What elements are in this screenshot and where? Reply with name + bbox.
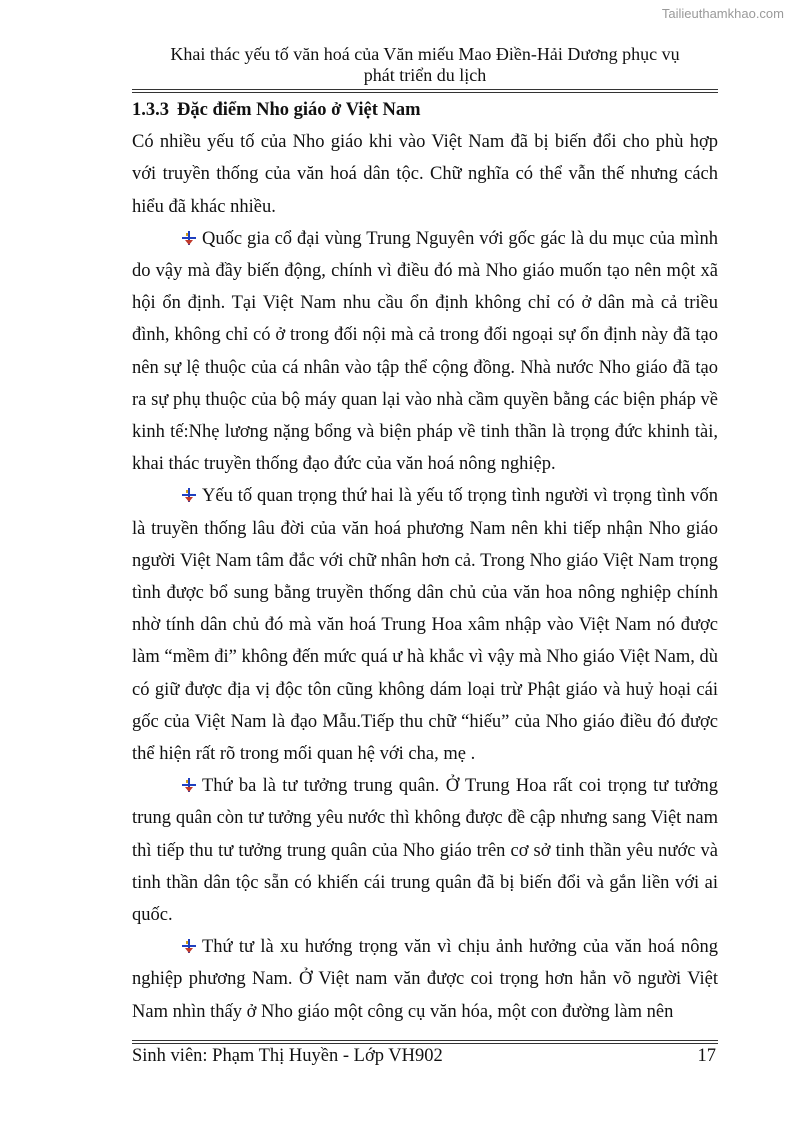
arrow-bullet-icon xyxy=(182,778,196,792)
section-title: Đặc điểm Nho giáo ở Việt Nam xyxy=(177,100,421,120)
section-number: 1.3.3 xyxy=(132,100,169,120)
page-header xyxy=(132,44,718,86)
footer-student: Sinh viên: Phạm Thị Huyền - Lớp VH902 xyxy=(132,1046,443,1066)
arrow-bullet-icon xyxy=(182,939,196,953)
main-content xyxy=(132,94,718,1028)
paragraph-2 xyxy=(132,480,718,770)
paragraph-2-text: Yếu tố quan trọng thứ hai là yếu tố trọng tình người vì trọng tình vốn là truyền thống lâu đời của văn hoá phương Nam nên khi tiếp nhận Nho giáo người Việt Nam tâm đắc với chữ nhân hơn cả. Trong Nho giáo Việt Nam trọng tình được bổ sung bằng truyền thống dân chủ của văn hoa nông nghiệp chính nhờ tính dân chủ đó mà văn hoá Trung Hoa xâm nhập vào Việt Nam nó được làm “mềm đi” không đến mức quá ư hà khắc vì vậy mà Nho giáo Việt Nam, dù có giữ được địa vị độc tôn cũng không dám loại trừ Phật giáo và huỷ hoại cái gốc của Việt Nam là đạo Mẫu.Tiếp thu chữ “hiếu” của Nho giáo điều đó được thể hiện rất rõ trong mối quan hệ với cha, mẹ . xyxy=(132,486,718,765)
header-line-1: Khai thác yếu tố văn hoá của Văn miếu Mao Điền-Hải Dương phục vụ xyxy=(170,44,680,64)
paragraph-3-text: Thứ ba là tư tưởng trung quân. Ở Trung Hoa rất coi trọng tư tưởng trung quân còn tư tưởng yêu nước thì không được đề cập nhưng sang Việt nam thì tiếp thu tư tưởng trung quân của Nho giáo trên cơ sở tinh thần yêu nước và tinh thần dân tộc sẵn có khiến cái trung quân đã bị biến đổi và gắn liền với ai quốc. xyxy=(132,776,718,926)
header-line-2: phát triển du lịch xyxy=(363,65,487,85)
watermark: Tailieuthamkhao.com xyxy=(661,6,784,21)
paragraph-3 xyxy=(132,770,718,931)
paragraph-1 xyxy=(132,223,718,481)
page-footer xyxy=(132,1044,718,1068)
intro-paragraph: Có nhiều yếu tố của Nho giáo khi vào Việt Nam đã bị biến đổi cho phù hợp với truyền thống của văn hoá dân tộc. Chữ nghĩa có thể vẫn thế nhưng cách hiểu đã khác nhiều. xyxy=(132,132,718,217)
paragraph-4-text: Thứ tư là xu hướng trọng văn vì chịu ảnh hưởng của văn hoá nông nghiệp phương Nam. Ở Việt nam văn được coi trọng hơn hẳn võ người Việt Nam nhìn thấy ở Nho giáo một công cụ văn hóa, một con đường làm nên xyxy=(132,937,718,1022)
arrow-bullet-icon xyxy=(182,488,196,502)
page-number: 17 xyxy=(697,1046,716,1066)
arrow-bullet-icon xyxy=(182,231,196,245)
paragraph-1-text: Quốc gia cổ đại vùng Trung Nguyên với gốc gác là du mục của mình do vậy mà đầy biến động, chính vì điều đó mà Nho giáo muốn tạo nên một xã hội ổn định. Tại Việt Nam nhu cầu ổn định không chỉ có ở dân mà cả triều đình, không chỉ có ở trong đối nội mà cả trong đối ngoại sự ổn định này đã tạo nên sự lệ thuộc của cá nhân vào tập thể cộng đồng. Nhà nước Nho giáo đã tạo ra sự phụ thuộc của bộ máy quan lại vào nhà cầm quyền bằng các biện pháp về kinh tế:Nhẹ lương nặng bổng và biện pháp về tinh thần là trọng đức khinh tài, khai thác truyền thống đạo đức của văn hoá nông nghiệp. xyxy=(132,228,718,475)
header-divider xyxy=(132,89,718,93)
paragraph-4 xyxy=(132,931,718,1028)
section-heading xyxy=(132,94,718,126)
